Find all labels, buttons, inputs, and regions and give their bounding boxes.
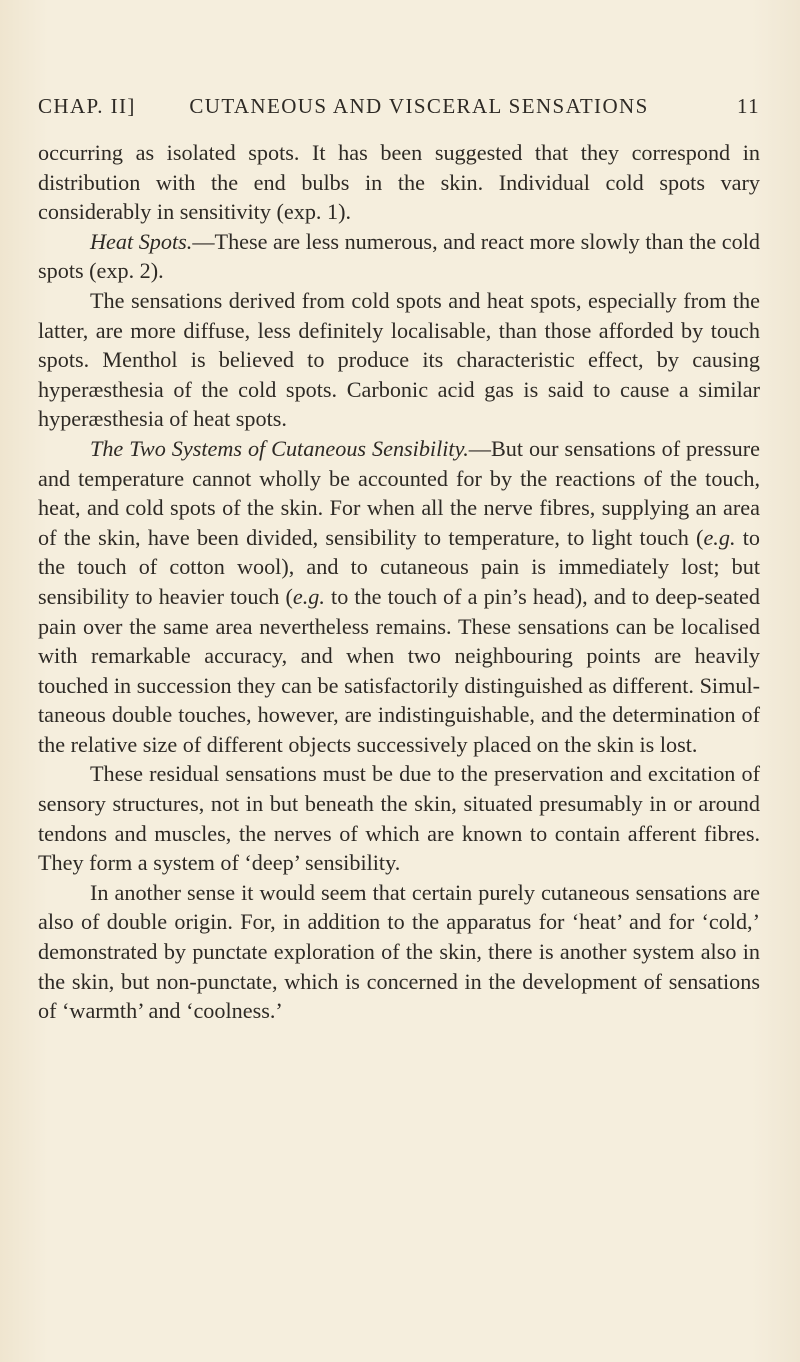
running-head — [38, 94, 760, 124]
paragraph-residual-sensations: These residual sensations must be due to the preservation and excitation of sensory structures, not in but beneath the skin, situated presumably in or around tendons and muscles, the nerves of which are known to contain afferent fibres. They form a system of ‘deep’ sensibility. — [38, 761, 760, 876]
paragraph-heat-spots — [38, 227, 760, 286]
page-number: 11 — [736, 94, 760, 118]
paragraph-double-origin: In another sense it would seem that certain purely cutaneous sensations are also of double origin. For, in addition to the apparatus for ‘heat’ and for ‘cold,’ demonstrated by punctate exploration of the skin, there is another system also in the skin, but non-punctate, which is concerned in the development of sensations of ‘warmth’ and ‘coolness.’ — [38, 879, 760, 1024]
eg-abbreviation: e.g. — [703, 524, 736, 550]
section-heading-heat-spots: Heat Spots. — [90, 228, 193, 254]
paragraph-cold-spots-continued: occurring as isolated spots. It has been suggested that they correspond in distribution with the end bulbs in the skin. Individual cold spots vary considerably in sensitivity (exp. 1). — [38, 140, 760, 225]
paragraph-two-systems-text-3: to the touch of a pin’s head), and to deep-seated pain over the same area nevertheless remains. These sensations can be localised with remarkable accuracy, and when two neighbouring points are heavily touched in succession they can be satisfactorily distinguished as different. Simultaneous double touches, however, are indistinguishable, and the determination of the relative size of different objects successively placed on the skin is lost. — [38, 583, 760, 757]
section-heading-two-systems: The Two Systems of Cutaneous Sensibility. — [90, 435, 469, 461]
paragraph-heat-spots-text: —These are less numerous, and react more slowly than the cold spots (exp. 2). — [38, 228, 760, 284]
eg-abbreviation: e.g. — [292, 583, 325, 609]
paragraph-two-systems-text-2: to the touch of cotton wool), and to cutaneous pain is immediately lost; but sensibility to heavier touch ( — [38, 524, 760, 609]
running-head-title: CUTANEOUS AND VISCERAL SENSATIONS — [189, 94, 649, 118]
paragraph-two-systems-text-1: —But our sensations of pressure and temperature cannot wholly be accounted for by the reactions of the touch, heat, and cold spots of the skin. For when all the nerve fibres, supplying an area of the skin, have been divided, sensibility to temperature, to light touch ( — [38, 435, 760, 550]
paragraph-two-systems — [38, 434, 760, 760]
running-head-chapter: CHAP. II] — [38, 94, 136, 118]
paragraph-diffuse-sensations: The sensations derived from cold spots and heat spots, especially from the latter, are more diffuse, less definitely localisable, than those afforded by touch spots. Menthol is believed to produce its characteristic effect, by causing hyperæsthesia of the cold spots. Carbonic acid gas is said to cause a similar hyperæsthesia of heat spots. — [38, 287, 760, 432]
body-text — [38, 138, 760, 1026]
